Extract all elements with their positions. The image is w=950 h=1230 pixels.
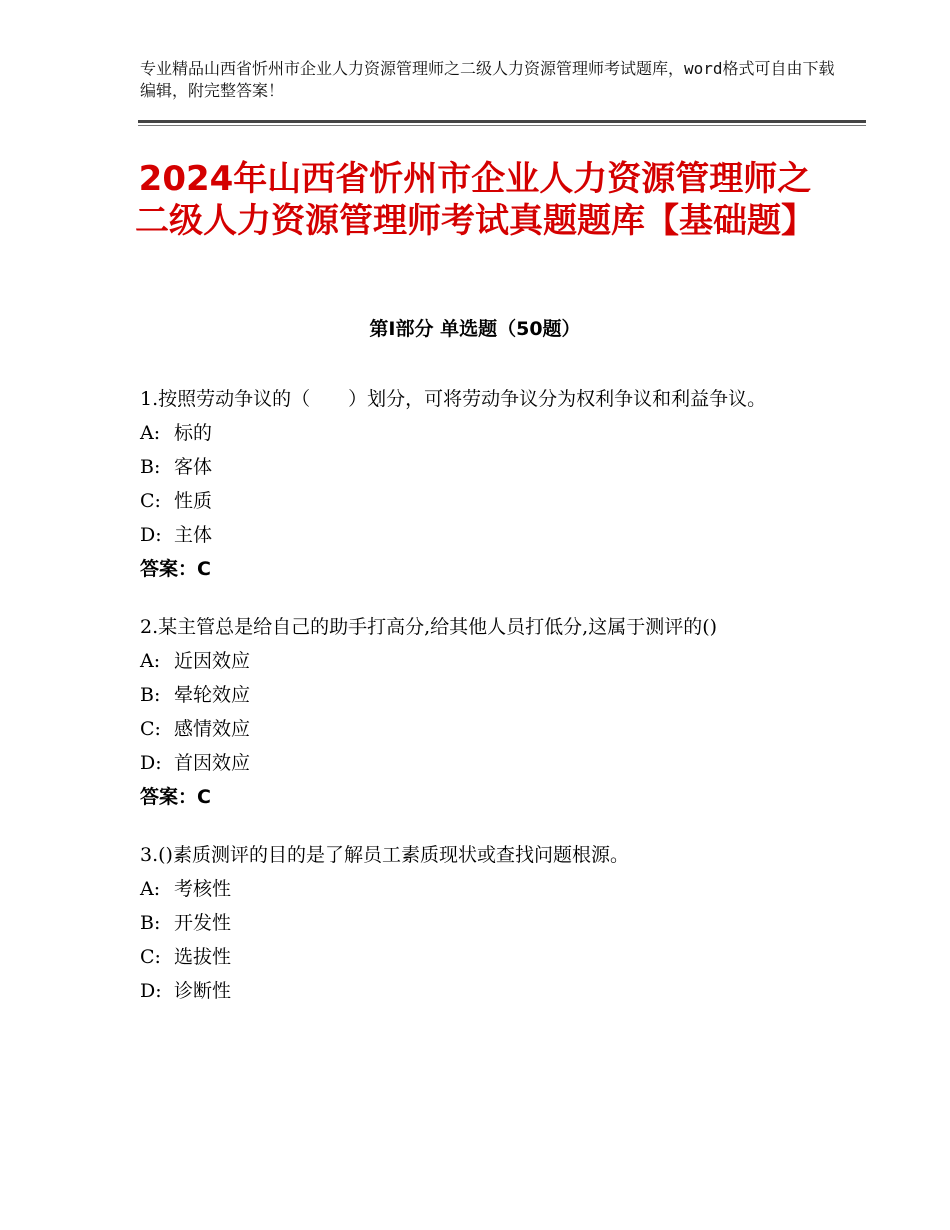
section-heading: 第Ⅰ部分 单选题（50题） <box>369 318 581 340</box>
option-text: 晕轮效应 <box>174 684 251 706</box>
option-letter: C: <box>140 946 161 968</box>
answer-value: C <box>197 786 211 808</box>
option-d <box>140 518 820 552</box>
option-letter: B: <box>140 456 161 478</box>
answer-prefix: 答案： <box>140 558 198 580</box>
option-b <box>140 906 820 940</box>
header-divider-thick <box>138 120 866 123</box>
question-stem: 3.()素质测评的目的是了解员工素质现状或查找问题根源。 <box>140 844 629 866</box>
option-a <box>140 872 820 906</box>
option-text: 诊断性 <box>174 980 232 1002</box>
option-c <box>140 712 820 746</box>
option-letter: B: <box>140 684 161 706</box>
answer-value: C <box>197 558 211 580</box>
page-title: 2024年山西省忻州市企业人力资源管理师之二级人力资源管理师考试真题题库【基础题】 <box>135 159 815 241</box>
header-divider-thin <box>138 125 866 126</box>
question-3 <box>140 838 820 1008</box>
option-a <box>140 416 820 450</box>
option-text: 考核性 <box>174 878 232 900</box>
question-1 <box>140 382 820 586</box>
option-letter: A: <box>140 650 161 672</box>
option-letter: D: <box>140 752 162 774</box>
option-text: 性质 <box>174 490 213 512</box>
option-text: 首因效应 <box>174 752 251 774</box>
question-2 <box>140 610 820 814</box>
option-c <box>140 940 820 974</box>
question-stem: 2.某主管总是给自己的助手打高分,给其他人员打低分,这属于测评的() <box>140 616 718 638</box>
option-text: 选拔性 <box>174 946 232 968</box>
header-note: 专业精品山西省忻州市企业人力资源管理师之二级人力资源管理师考试题库，word格式可自由下载编辑，附完整答案！ <box>140 59 835 100</box>
option-text: 主体 <box>174 524 213 546</box>
option-a <box>140 644 820 678</box>
option-letter: C: <box>140 490 161 512</box>
answer-prefix: 答案： <box>140 786 198 808</box>
option-text: 客体 <box>174 456 213 478</box>
option-b <box>140 678 820 712</box>
question-stem: 1.按照劳动争议的（ ）划分，可将劳动争议分为权利争议和利益争议。 <box>140 388 767 410</box>
option-d <box>140 974 820 1008</box>
option-letter: A: <box>140 422 161 444</box>
option-letter: B: <box>140 912 161 934</box>
option-d <box>140 746 820 780</box>
option-letter: D: <box>140 524 162 546</box>
option-letter: A: <box>140 878 161 900</box>
option-c <box>140 484 820 518</box>
answer-line <box>140 780 820 814</box>
option-b <box>140 450 820 484</box>
answer-line <box>140 552 820 586</box>
option-text: 标的 <box>174 422 213 444</box>
option-letter: D: <box>140 980 162 1002</box>
question-list <box>140 382 820 1032</box>
option-text: 感情效应 <box>174 718 251 740</box>
option-text: 近因效应 <box>174 650 251 672</box>
option-letter: C: <box>140 718 161 740</box>
option-text: 开发性 <box>174 912 232 934</box>
